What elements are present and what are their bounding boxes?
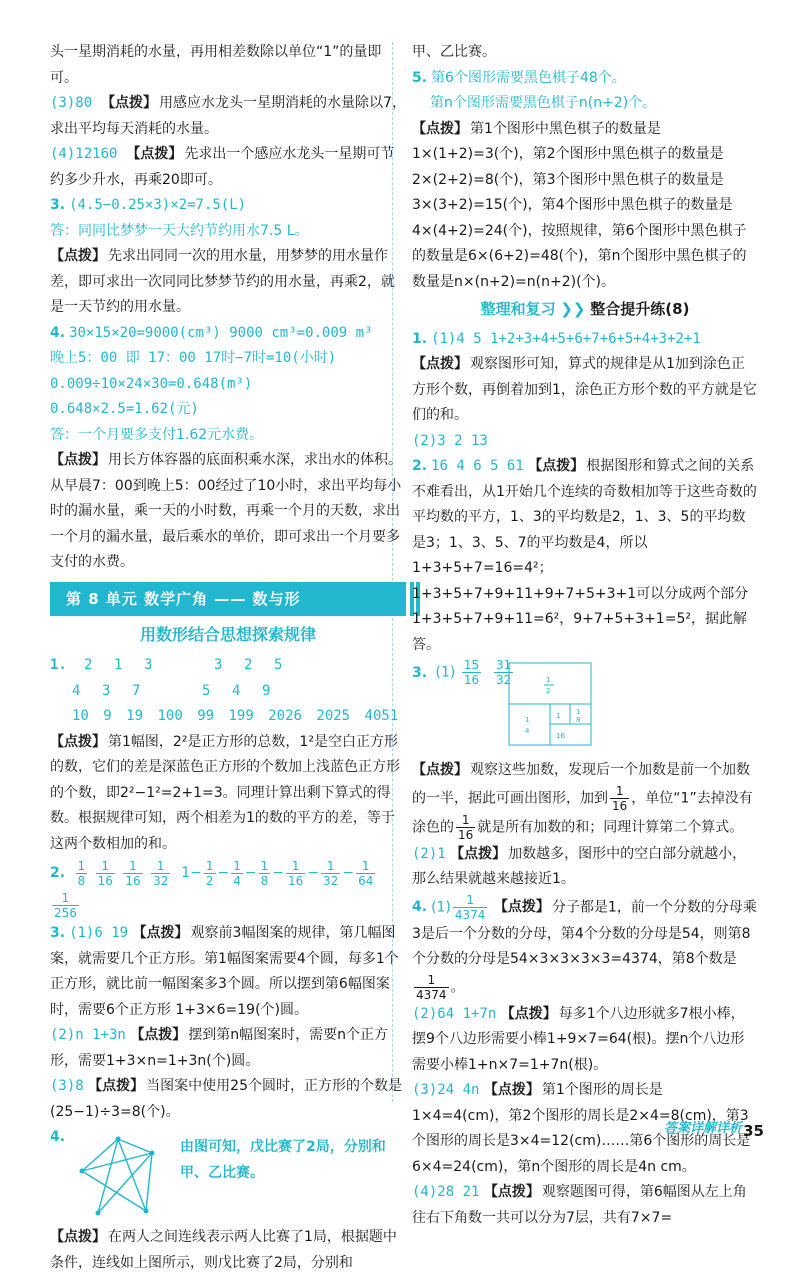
p4-line: 4. 30×15×20=9000(cm³) 9000 cm³=0.009 m³ xyxy=(50,324,373,341)
svg-text:1: 1 xyxy=(576,708,581,716)
svg-text:1: 1 xyxy=(556,712,561,720)
q3p-1: 3. (1)6 19 【点拨】 观察前3幅图案的规律，第几幅图案，就需要几个正方形。第1幅图案需要4个圆，每多1个正方形，就比前一幅图案多3个圆。所以摆到第6幅图案时，需要6个正方形 1+3×6=19(个)圆。 xyxy=(50,925,399,1018)
q4p-answer: 由图可知，戊比赛了2局，分别和甲、乙比赛。 xyxy=(180,1139,386,1181)
tip-label: 【点拨】 xyxy=(50,733,106,750)
svg-text:4: 4 xyxy=(525,727,530,735)
continued-text: 甲、乙比赛。 xyxy=(412,44,496,60)
svg-text:2: 2 xyxy=(546,687,551,695)
q4p-tip: 【点拨】 在两人之间连线表示两人比赛了1局，根据题中条件，连线如上图所示，则戊比赛了2局，分别和 xyxy=(50,1229,397,1271)
q3-block: (3)80 【点拨】 用感应水龙头一星期消耗的水量除以7，求出平均每天消耗的水量。 xyxy=(50,95,406,137)
page-number: 35 xyxy=(743,1122,764,1140)
q5-answer-2: 第n个图形需要黑色棋子n(n+2)个。 xyxy=(430,95,657,111)
tip-label: 【点拨】 xyxy=(483,1082,540,1098)
intro-line: 头一星期消耗的水量，再用相差数除以单位“1”的量即可。 xyxy=(50,44,382,86)
svg-text:1: 1 xyxy=(525,716,530,724)
tip-label: 【点拨】 xyxy=(132,925,189,941)
p3-tip: 【点拨】 先求出同同一次的用水量，用梦梦的用水量作差，即可求出一次同同比梦梦节约的用水量，再乘2，就是一天节约的用水量。 xyxy=(50,248,395,315)
tip-label: 【点拨】 xyxy=(50,1229,106,1245)
svg-text:16: 16 xyxy=(556,732,565,740)
tip-label: 【点拨】 xyxy=(126,146,183,162)
right-column xyxy=(412,40,758,1231)
tip-label: 【点拨】 xyxy=(50,248,106,264)
r2: 2. 16 4 6 5 61 【点拨】 根据图形和算式之间的关系不难看出，从1开始几个连续的奇数相加等于这些奇数的平均数的平方，1、3的平均数是2，1、3、5的平均数是3；1、3、5、7的平均数是4，所以1+3+5+7=16=4²；1+3+5+7+9+11+9+7+5+3+1可以分成两个部分1+3+5+7+9+11=6²，9+7+5+3+1=5²，据此解答。 xyxy=(412,458,757,653)
p3-formula: 3. (4.5−0.25×3)×2=7.5(L) xyxy=(50,197,247,213)
q2-fractions: 2. $\frac{1}{8}$ $\frac{1}{16}$ $\frac{1}{16}$ $\frac{1}{32}$ 1− $\frac{1}{2}$ − $\frac{1}{4}$ − $\frac{1}{8}$ − $\frac{1}{16}$ − $\frac{1}{32}$ − $\frac{1}{64}$ $\frac{1}{256}$ xyxy=(50,858,374,920)
q1-row-1: 1. 2 1 3 3 2 5 xyxy=(50,657,283,673)
unit-subtitle: 用数形结合思想探索规律 xyxy=(139,624,316,644)
footer-brand: 答案详解详析 xyxy=(663,1121,742,1136)
r3-2: (2)1 【点拨】 加数越多，图形中的空白部分就越小，那么结果就越来越接近1。 xyxy=(412,845,747,887)
tip-label: 【点拨】 xyxy=(50,452,106,468)
q4-block: (4)12160 【点拨】 先求出一个感应水龙头一星期可节约多少升水，再乘20即可。 xyxy=(50,146,395,188)
tip-label: 【点拨】 xyxy=(500,1005,557,1022)
p3-answer: 答：同同比梦梦一天大约节约用水7.5 L。 xyxy=(50,222,309,239)
section-heading: 整理和复习 ❯❯ 整合提升练(8) xyxy=(480,300,690,318)
p4-line: 0.648×2.5=1.62(元) xyxy=(50,401,199,417)
q5-tip: 【点拨】 第1个图形中黑色棋子的数量是1×(1+2)=3(个)，第2个图形中黑色棋子的数量是2×(2+2)=8(个)，第3个图形中黑色棋子的数量是3×(3+2)=15(个)，第4个图形中黑色棋子的数量是4×(4+2)=24(个)，按照规律，第6个图形中黑色棋子的数量是6×(6+2)=48(个)，第n个图形中黑色棋子的数量是n×(n+2)=n(n+2)(个)。 xyxy=(412,120,747,290)
match-diagram: 4. 由图可知，戊比赛了2局，分别和甲、乙比赛。 xyxy=(50,1125,406,1225)
tip-label: 【点拨】 xyxy=(450,845,507,862)
r3-row: 3. (1) $\frac{15}{16}$ $\frac{31}{32}$ 1 2 1 4 1 16 1 8 xyxy=(412,658,758,758)
r1-1: 1. (1)4 5 1+2+3+4+5+6+7+6+5+4+3+2+1 xyxy=(412,330,701,347)
p4-line: 0.009÷10×24×30=0.648(m³) xyxy=(50,375,253,392)
match-graph-figure xyxy=(70,1131,160,1221)
r4-3: (3)24 4n 【点拨】 第1个图形的周长是1×4=4(cm)，第2个图形的周长是2×4=8(cm)，第3个图形的周长是3×4=12(cm)……第6个图形的周长是6×4=24(cm)，第n个图形的周长是4n cm。 xyxy=(412,1082,751,1175)
svg-text:1: 1 xyxy=(546,676,551,684)
p4-line: 晚上5：00 即 17：00 17时−7时=10(小时) xyxy=(50,350,337,366)
tip-label: 【点拨】 xyxy=(412,762,468,778)
svg-text:8: 8 xyxy=(576,716,581,724)
tip-label: 【点拨】 xyxy=(483,1184,540,1200)
q1-tip: 【点拨】 第1幅图，2²是正方形的总数，1²是空白正方形的数，它们的差是深蓝色正方形的个数加上浅蓝色正方形的个数，即2²−1²=2+1=3。同理计算出剩下算式的得数。根据规律可知，两个相差为1的数的平方的差，等于这两个数相加的和。 xyxy=(50,733,400,852)
p4-answer: 答：一个月要多支付1.62元水费。 xyxy=(50,426,264,443)
r4-1: 4. (1) $\frac{1}{4374}$ 【点拨】 分子都是1，前一个分数的分母乘3是后一个分数的分母，第4个分数的分母是54，则第8个分数的分母是54×3×3×3×3=4374，第8个数是 $\frac{1}{4374}$ 。 xyxy=(412,892,757,1002)
tip-label: 【点拨】 xyxy=(88,1078,145,1094)
r1-2: (2)3 2 13 xyxy=(412,432,488,449)
tip-label: 【点拨】 xyxy=(528,458,585,474)
left-column xyxy=(50,40,406,1276)
tip-label: 【点拨】 xyxy=(412,356,468,372)
q1-row-3: 10 9 19 100 99 199 2026 2025 4051 xyxy=(72,708,399,724)
r4-2: (2)64 1+7n 【点拨】 每多1个八边形就多7根小棒，摆9个八边形需要小棒1+9×7=64(根)。摆n个八边形需要小棒1+n×7=1+7n(根)。 xyxy=(412,1005,745,1073)
tip-label: 【点拨】 xyxy=(101,95,158,111)
r1-tip: 【点拨】 观察图形可知，算式的规律是从1加到涂色正方形个数，再倒着加到1，涂色正方形个数的平方就是它们的和。 xyxy=(412,356,757,423)
tip-label: 【点拨】 xyxy=(493,899,550,915)
q5-answer-1: 5. 第6个图形需要黑色棋子48个。 xyxy=(412,69,626,86)
q3p-2: (2)n 1+3n 【点拨】 摆到第n幅图案时，需要n个正方形，需要1+3×n=1+3n(个)圆。 xyxy=(50,1027,389,1069)
p4-tip: 【点拨】 用长方体容器的底面积乘水深，求出水的体积。从早晨7：00到晚上5：00经过了10小时，求出平均每小时的漏水量，乘一天的小时数，再乘一个月的天数，求出一个月的漏水量，最后乘水的单价，即可求出一个月要多支付的水费。 xyxy=(50,452,402,570)
unit-title-banner: 第 8 单元 数学广角 —— 数与形 xyxy=(50,582,406,616)
tip-label: 【点拨】 xyxy=(130,1027,187,1043)
halving-square-figure xyxy=(508,662,592,746)
r4-4: (4)28 21 【点拨】 观察题图可得，第6幅图从左上角往右下角数一共可以分为7层，共有7×7= xyxy=(412,1184,747,1226)
q3p-3: (3)8 【点拨】 当图案中使用25个圆时，正方形的个数是(25−1)÷3=8(个)。 xyxy=(50,1078,402,1120)
tip-label: 【点拨】 xyxy=(412,120,468,137)
double-arrow-icon: ❯❯ xyxy=(560,300,586,318)
r3-tip: 【点拨】 观察这些加数，发现后一个加数是前一个加数的一半，据此可画出图形，加到 $\frac{1}{16}$ ，单位“1”去掉没有涂色的 $\frac{1}{16}$ 就是所有加数的和；同理计算第二个算式。 xyxy=(412,762,753,842)
q1-row-2: 4 3 7 5 4 9 xyxy=(72,682,271,699)
